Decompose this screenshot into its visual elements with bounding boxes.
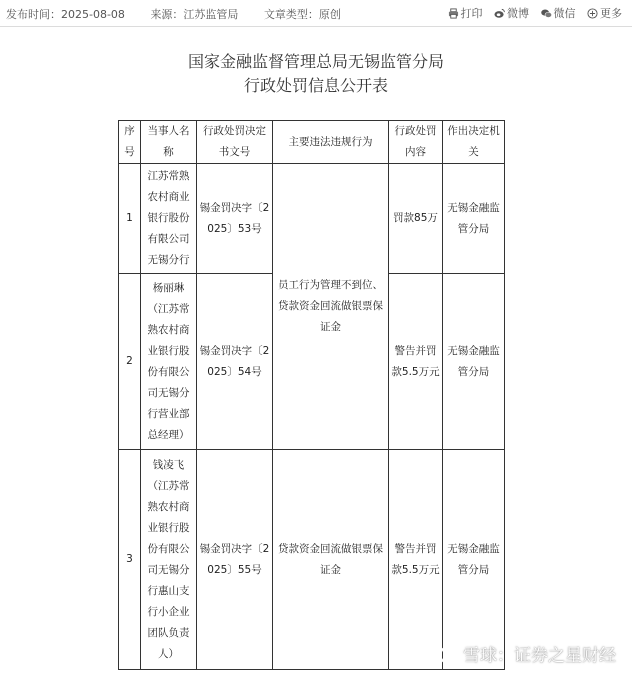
weibo-share-button[interactable] bbox=[494, 5, 529, 21]
watermark bbox=[439, 641, 616, 666]
cell-authority: 无锡金融监管分局 bbox=[443, 164, 505, 274]
cell-party: 钱凌飞（江苏常熟农村商业银行股份有限公司无锡分行惠山支行小企业团队负责人） bbox=[141, 450, 197, 670]
page-title-line2: 行政处罚信息公开表 bbox=[243, 76, 388, 95]
cell-doc-no: 锡金罚决字〔2025〕55号 bbox=[197, 450, 273, 670]
publish-time: 发布时间：2025-08-08 bbox=[6, 8, 125, 21]
source: 来源：江苏监管局 bbox=[150, 8, 239, 21]
header-authority: 作出决定机关 bbox=[443, 121, 505, 164]
cell-no: 1 bbox=[119, 164, 141, 274]
table-header-row bbox=[119, 121, 505, 164]
plus-circle-icon bbox=[587, 8, 598, 19]
wechat-label: 微信 bbox=[553, 7, 576, 20]
print-label: 打印 bbox=[460, 7, 483, 20]
cell-no: 2 bbox=[119, 274, 141, 450]
cell-authority: 无锡金融监管分局 bbox=[443, 274, 505, 450]
wechat-share-button[interactable] bbox=[541, 5, 576, 21]
cell-content: 罚款85万 bbox=[389, 164, 443, 274]
cell-doc-no: 锡金罚决字〔2025〕54号 bbox=[197, 274, 273, 450]
header-party: 当事人名称 bbox=[141, 121, 197, 164]
cell-party: 江苏常熟农村商业银行股份有限公司无锡分行 bbox=[141, 164, 197, 274]
penalty-table bbox=[118, 120, 505, 670]
more-label: 更多 bbox=[600, 7, 622, 20]
header-violation: 主要违法违规行为 bbox=[273, 121, 389, 164]
doc-type: 文章类型：原创 bbox=[263, 8, 341, 21]
print-button[interactable] bbox=[448, 5, 483, 21]
cell-content: 警告并罚款5.5万元 bbox=[389, 450, 443, 670]
page-title-line1: 国家金融监督管理总局无锡监管分局 bbox=[187, 52, 444, 71]
article-meta bbox=[6, 6, 341, 22]
article-meta-bar bbox=[0, 0, 632, 27]
cell-violation-merged: 员工行为管理不到位、贷款资金回流做银票保证金 bbox=[273, 164, 389, 450]
weibo-icon bbox=[494, 8, 505, 19]
cell-content: 警告并罚款5.5万元 bbox=[389, 274, 443, 450]
table-row bbox=[119, 164, 505, 274]
wechat-icon bbox=[541, 8, 552, 19]
watermark-text: 雪球：证券之星财经 bbox=[463, 646, 616, 666]
cell-no: 3 bbox=[119, 450, 141, 670]
header-content: 行政处罚内容 bbox=[389, 121, 443, 164]
printer-icon bbox=[448, 8, 459, 19]
header-doc-no: 行政处罚决定书文号 bbox=[197, 121, 273, 164]
cell-violation: 贷款资金回流做银票保证金 bbox=[273, 450, 389, 670]
table-row bbox=[119, 450, 505, 670]
weibo-label: 微博 bbox=[507, 7, 529, 20]
cell-doc-no: 锡金罚决字〔2025〕53号 bbox=[197, 164, 273, 274]
cell-party: 杨丽琳（江苏常熟农村商业银行股份有限公司无锡分行营业部总经理） bbox=[141, 274, 197, 450]
page-title bbox=[0, 50, 632, 98]
share-toolbar bbox=[440, 5, 623, 21]
more-share-button[interactable] bbox=[587, 5, 622, 21]
header-no: 序号 bbox=[119, 121, 141, 164]
cell-authority: 无锡金融监管分局 bbox=[443, 450, 505, 670]
snowball-logo-icon bbox=[439, 645, 459, 665]
